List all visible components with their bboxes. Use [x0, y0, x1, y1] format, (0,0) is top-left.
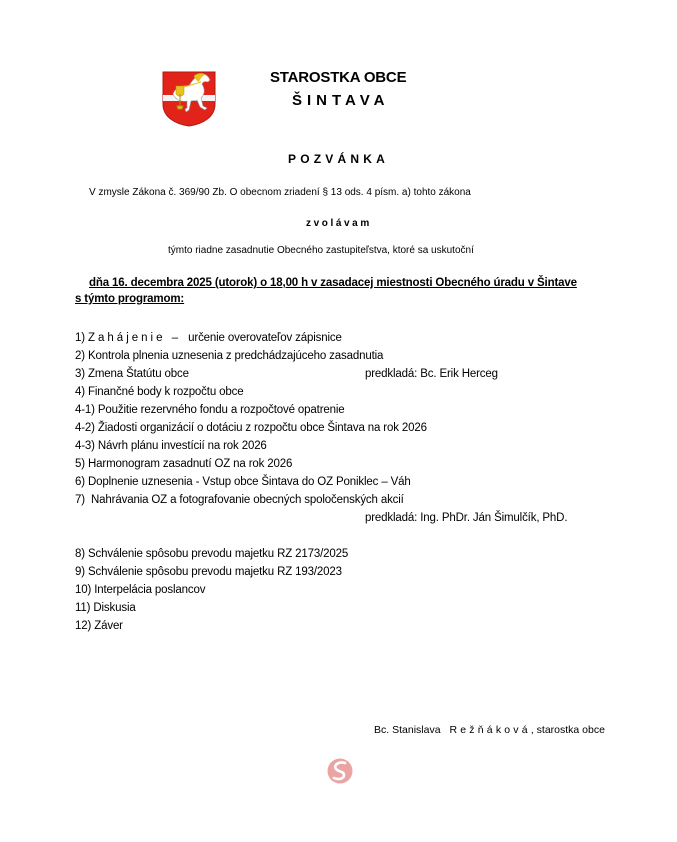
item-text: Kontrola plnenia uznesenia z predchádzajúceho zasadnutia: [87, 350, 384, 362]
item-number: 10): [75, 584, 92, 596]
signature: [374, 724, 605, 736]
signature-role: , starostka obce: [530, 724, 605, 736]
program-item: [75, 422, 427, 434]
document-heading: POZVÁNKA: [288, 152, 389, 166]
item-number: 6): [75, 476, 85, 488]
meeting-date: dňa 16. decembra 2025 (utorok) o 18,00 h v zasadacej miestnosti Obecného úradu v Šintave: [89, 277, 577, 289]
item-text: Schválenie spôsobu prevodu majetku RZ 193/2023: [87, 566, 342, 578]
item-number: 4): [75, 386, 85, 398]
program-item: [75, 404, 345, 416]
program-item: [75, 548, 348, 560]
item-number: 12): [75, 620, 92, 632]
program-label: s týmto programom:: [75, 293, 185, 305]
program-item: [75, 458, 292, 470]
signature-first-name: Bc. Stanislava: [374, 724, 441, 736]
item-number: 2): [75, 350, 85, 362]
program-item: [75, 440, 267, 452]
program-item: [75, 566, 342, 578]
item-number: 4-1): [75, 404, 95, 416]
item-number: 8): [75, 548, 85, 560]
item-text: Finančné body k rozpočtu obce: [87, 386, 244, 398]
item-text: Diskusia: [93, 602, 136, 614]
item-text: Záver: [94, 620, 123, 632]
program-item: [75, 332, 342, 344]
program-item: [75, 584, 205, 596]
program-item: [75, 494, 404, 506]
item-text: Zmena Štatútu obce: [87, 368, 189, 380]
item-number: 9): [75, 566, 85, 578]
item-number: 5): [75, 458, 85, 470]
item-presenter: predkladá: Bc. Erik Herceg: [365, 368, 498, 380]
item-text: Schválenie spôsobu prevodu majetku RZ 2173/2025: [87, 548, 349, 560]
item-text: Nahrávania OZ a fotografovanie obecných spoločenských akcií: [87, 494, 404, 506]
legal-basis: V zmysle Zákona č. 369/90 Zb. O obecnom zriadení § 13 ods. 4 písm. a) tohto zákona: [89, 187, 471, 198]
item-number: 4-2): [75, 422, 95, 434]
item-number: 11): [75, 602, 91, 614]
coat-of-arms-icon: [161, 70, 217, 127]
item-presenter: predkladá: Ing. PhDr. Ján Šimulčík, PhD.: [365, 512, 568, 524]
item-number: 3): [75, 368, 85, 380]
item-text: Žiadosti organizácií o dotáciu z rozpočtu obce Šintava na rok 2026: [97, 422, 427, 434]
program-item: [75, 602, 136, 614]
item-number: 7): [75, 494, 85, 506]
program-item: [75, 350, 383, 362]
item-text: Návrh plánu investícií na rok 2026: [97, 440, 267, 452]
program-item: [75, 386, 243, 398]
convene-text: zvolávam: [306, 218, 372, 229]
item-text: Doplnenie uznesenia - Vstup obce Šintava do OZ Poniklec – Váh: [87, 476, 411, 488]
signature-surname: Režňáková: [449, 724, 531, 736]
item-text: Použitie rezervného fondu a rozpočtové opatrenie: [97, 404, 345, 416]
intro-text: týmto riadne zasadnutie Obecného zastupiteľstva, ktoré sa uskutoční: [168, 245, 474, 256]
item-text: Interpelácia poslancov: [94, 584, 206, 596]
program-item: [75, 476, 411, 488]
item-number: 4-3): [75, 440, 95, 452]
item-title: Zahájenie –: [87, 332, 182, 344]
item-text: určenie overovateľov zápisnice: [188, 332, 342, 344]
s-logo-icon: [327, 758, 353, 784]
item-number: 1): [75, 332, 85, 344]
header-title: STAROSTKA OBCE: [270, 69, 407, 86]
program-item: [75, 368, 189, 380]
item-text: Harmonogram zasadnutí OZ na rok 2026: [87, 458, 293, 470]
header-subtitle: ŠINTAVA: [292, 92, 390, 109]
program-item: [75, 620, 123, 632]
